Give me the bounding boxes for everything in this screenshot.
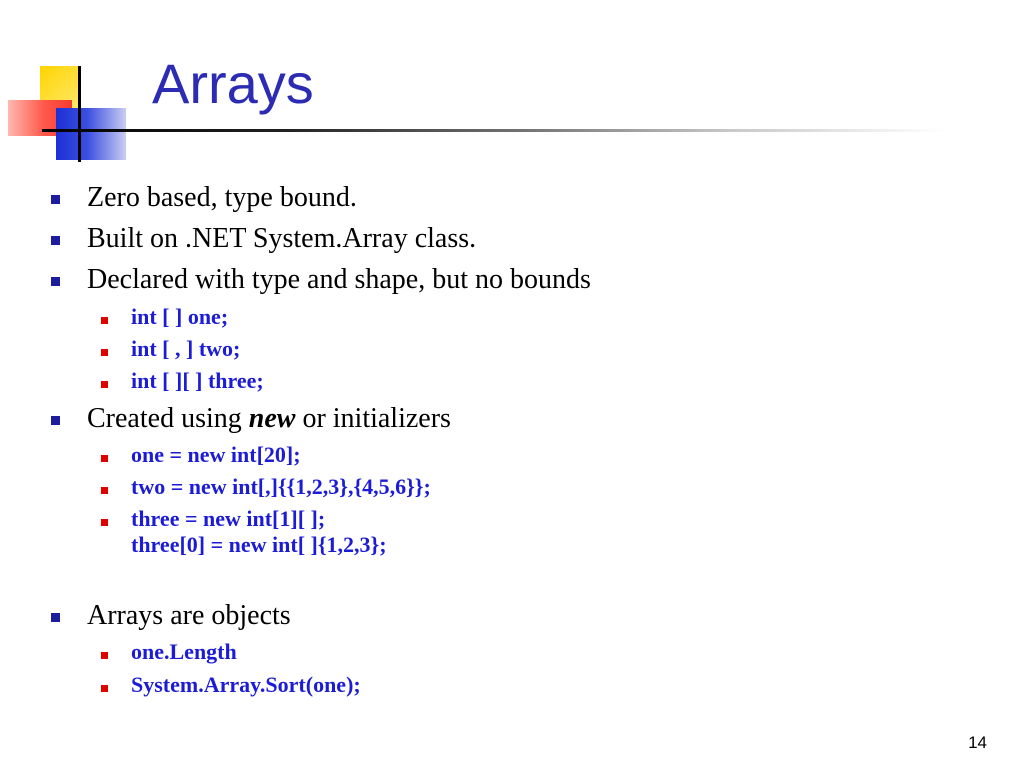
slide-title: Arrays [152, 52, 314, 115]
bullet-marker [51, 195, 60, 204]
bullet-marker [51, 613, 60, 622]
sub-bullet-marker [101, 455, 108, 462]
keyword-new: new [248, 403, 296, 434]
code-line: int [ ] one; [131, 304, 229, 329]
sub-bullet-marker [101, 652, 108, 659]
sub-bullet-marker [101, 349, 108, 356]
sub-bullet-marker [101, 519, 108, 526]
bullet-built-on: Built on .NET System.Array class. [87, 223, 477, 254]
code-line: two = new int[,]{{1,2,3},{4,5,6}}; [131, 474, 431, 499]
code-line: one = new int[20]; [131, 442, 301, 467]
code-line: three[0] = new int[ ]{1,2,3}; [131, 532, 387, 557]
bullet-zero-based: Zero based, type bound. [87, 182, 357, 213]
code-line: one.Length [131, 639, 237, 664]
bullet-arrays-objects: Arrays are objects [87, 600, 291, 631]
bullet-marker [51, 277, 60, 286]
code-line: System.Array.Sort(one); [131, 672, 361, 697]
code-line: int [ , ] two; [131, 336, 241, 361]
bullet-created-using [87, 403, 451, 435]
bullet-marker [51, 416, 60, 425]
code-line: int [ ][ ] three; [131, 368, 264, 393]
sub-bullet-marker [101, 487, 108, 494]
bullet-declared: Declared with type and shape, but no bounds [87, 264, 591, 295]
sub-bullet-marker [101, 317, 108, 324]
code-line: three = new int[1][ ]; [131, 506, 326, 531]
page-number: 14 [968, 733, 987, 752]
sub-bullet-marker [101, 381, 108, 388]
bullet-marker [51, 236, 60, 245]
sub-bullet-marker [101, 685, 108, 692]
bullet-text-before: Created using [87, 403, 249, 434]
bullet-text-after: or initializers [295, 403, 451, 434]
